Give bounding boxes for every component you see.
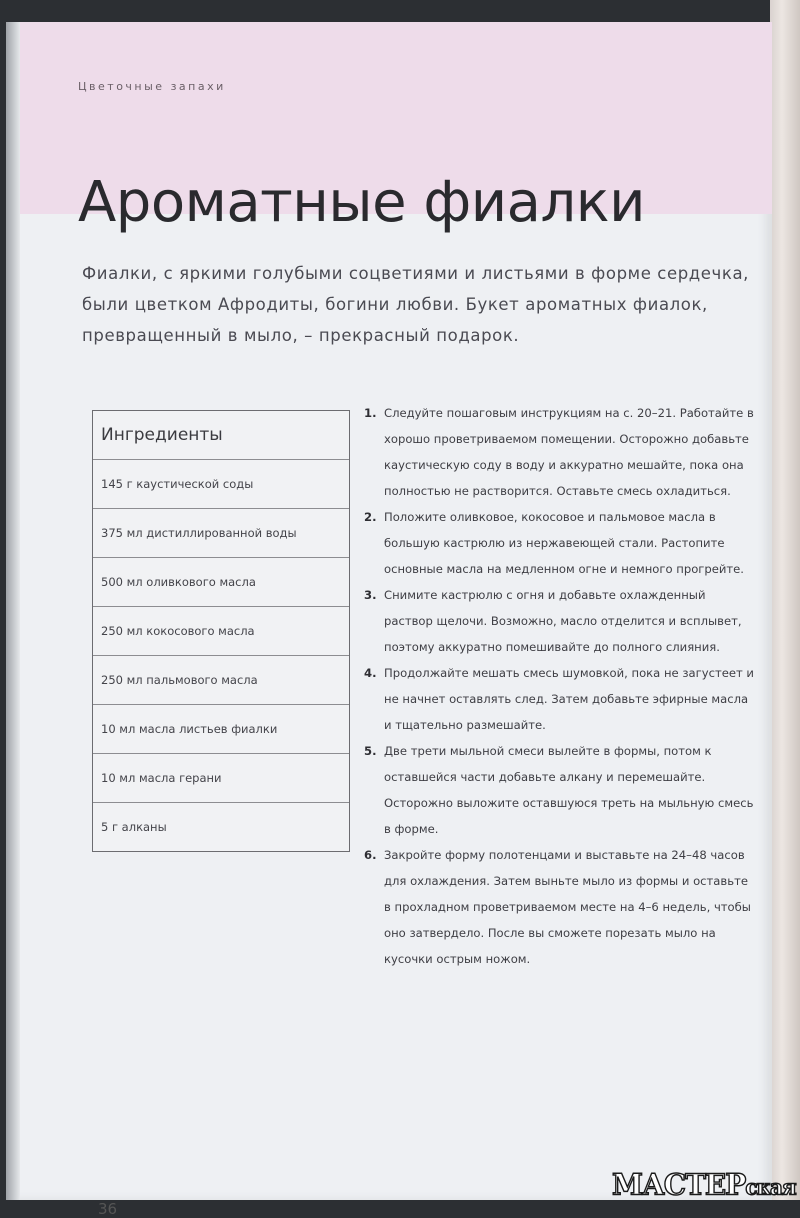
watermark-text-tail: ская: [745, 1174, 796, 1200]
instruction-step: [364, 660, 758, 738]
instruction-step: [364, 582, 758, 660]
step-number: 6.: [364, 848, 377, 862]
step-text: Закройте форму полотенцами и выставьте на 24–48 часов для охлаждения. Затем выньте мыло из формы и оставьте в прохладном проветриваемом месте на 4–6 недель, чтобы оно затвердело. После вы сможете порезать мыло на кусочки острым ножом.: [384, 848, 751, 966]
page-gutter: [6, 22, 20, 1200]
section-label: Цветочные запахи: [78, 80, 226, 93]
instructions-list: [364, 400, 758, 972]
book-page: [6, 22, 772, 1218]
step-text: Снимите кастрюлю с огня и добавьте охлажденный раствор щелочи. Возможно, масло отделится и всплывет, поэтому аккуратно помешивайте до полного слияния.: [384, 588, 742, 654]
ingredients-heading: Ингредиенты: [93, 411, 349, 460]
step-text: Положите оливковое, кокосовое и пальмовое масла в большую кастрюлю из нержавеющей стали. Растопите основные масла на медленном огне и немного прогрейте.: [384, 510, 744, 576]
step-text: Две трети мыльной смеси вылейте в формы, потом к оставшейся части добавьте алкану и перемешайте. Осторожно выложите оставшуюся треть на мыльную смесь в форме.: [384, 744, 754, 836]
book-spine-edge: [770, 0, 800, 1200]
instruction-step: [364, 842, 758, 972]
step-number: 5.: [364, 744, 377, 758]
ingredient-row: 500 мл оливкового масла: [93, 558, 349, 607]
step-number: 2.: [364, 510, 377, 524]
step-number: 3.: [364, 588, 377, 602]
instruction-step: [364, 400, 758, 504]
intro-paragraph: Фиалки, с яркими голубыми соцветиями и листьями в форме сердечка, были цветком Афродиты, богини любви. Букет ароматных фиалок, превращенный в мыло, – прекрасный подарок.: [82, 264, 750, 345]
page-title: Ароматные фиалки: [78, 170, 645, 235]
watermark-text-main: МАСТЕР: [612, 1167, 746, 1202]
ingredient-row: 375 мл дистиллированной воды: [93, 509, 349, 558]
ingredient-row: 10 мл масла герани: [93, 754, 349, 803]
ingredients-table: [92, 410, 350, 852]
ingredient-row: 250 мл пальмового масла: [93, 656, 349, 705]
instruction-step: [364, 504, 758, 582]
instruction-step: [364, 738, 758, 842]
step-number: 1.: [364, 406, 377, 420]
ingredient-row: 250 мл кокосового масла: [93, 607, 349, 656]
ingredient-row: 5 г алканы: [101, 820, 167, 834]
page-number: 36: [98, 1200, 118, 1218]
step-text: Продолжайте мешать смесь шумовкой, пока не загустеет и не начнет оставлять след. Затем добавьте эфирные масла и тщательно размешайте.: [384, 666, 754, 732]
watermark-logo: [612, 1167, 796, 1202]
ingredient-row: 10 мл масла листьев фиалки: [93, 705, 349, 754]
step-text: Следуйте пошаговым инструкциям на с. 20–21. Работайте в хорошо проветриваемом помещении. Осторожно добавьте каустическую соду в воду и аккуратно мешайте, пока она полностью не растворится. Оставьте смесь охладиться.: [384, 406, 754, 498]
step-number: 4.: [364, 666, 377, 680]
ingredient-row: 145 г каустической соды: [93, 460, 349, 509]
